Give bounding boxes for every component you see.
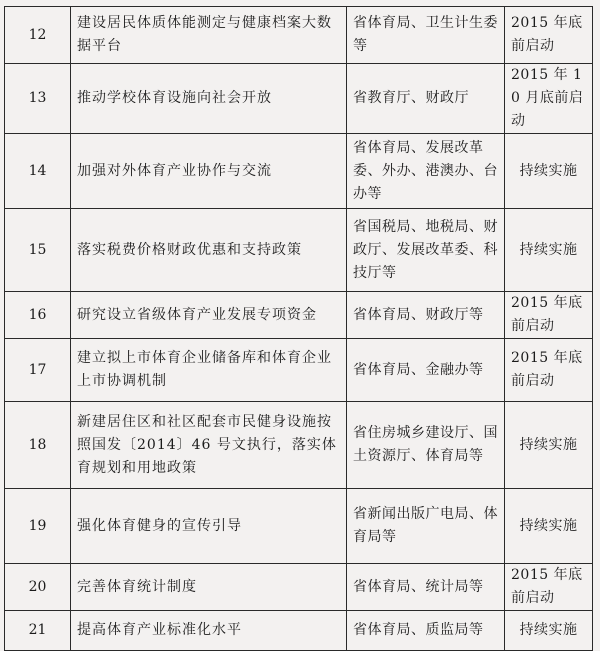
timeline-cell: 持续实施 [505, 611, 593, 651]
timeline-cell: 持续实施 [505, 209, 593, 292]
task-cell: 加强对外体育产业协作与交流 [71, 134, 347, 209]
department-cell: 省体育局、财政厅等 [347, 292, 505, 339]
department-cell: 省教育厅、财政厅 [347, 64, 505, 134]
department-cell: 省国税局、地税局、财政厅、发展改革委、科技厅等 [347, 209, 505, 292]
task-table [4, 6, 593, 651]
row-number: 13 [5, 64, 71, 134]
department-cell: 省体育局、卫生计生委等 [347, 7, 505, 64]
table-row [5, 339, 593, 402]
department-cell: 省体育局、发展改革委、外办、港澳办、台办等 [347, 134, 505, 209]
table-row [5, 402, 593, 489]
table-row [5, 489, 593, 564]
department-cell: 省住房城乡建设厅、国土资源厅、体育局等 [347, 402, 505, 489]
timeline-cell: 2015 年 10 月底前启动 [505, 64, 593, 134]
department-cell: 省体育局、金融办等 [347, 339, 505, 402]
row-number: 20 [5, 564, 71, 611]
table-row [5, 134, 593, 209]
row-number: 16 [5, 292, 71, 339]
table-row [5, 292, 593, 339]
department-cell: 省新闻出版广电局、体育局等 [347, 489, 505, 564]
timeline-cell: 2015 年底前启动 [505, 7, 593, 64]
task-cell: 落实税费价格财政优惠和支持政策 [71, 209, 347, 292]
table-row [5, 564, 593, 611]
timeline-cell: 持续实施 [505, 489, 593, 564]
task-cell: 新建居住区和社区配套市民健身设施按照国发〔2014〕46 号文执行，落实体育规划和用地政策 [71, 402, 347, 489]
task-cell: 建设居民体质体能测定与健康档案大数据平台 [71, 7, 347, 64]
table-row [5, 611, 593, 651]
department-cell: 省体育局、质监局等 [347, 611, 505, 651]
table-row [5, 7, 593, 64]
timeline-cell: 持续实施 [505, 134, 593, 209]
timeline-cell: 2015 年底前启动 [505, 564, 593, 611]
row-number: 19 [5, 489, 71, 564]
table-row [5, 64, 593, 134]
timeline-cell: 2015 年底前启动 [505, 292, 593, 339]
task-cell: 完善体育统计制度 [71, 564, 347, 611]
task-cell: 研究设立省级体育产业发展专项资金 [71, 292, 347, 339]
row-number: 15 [5, 209, 71, 292]
row-number: 12 [5, 7, 71, 64]
task-cell: 建立拟上市体育企业储备库和体育企业上市协调机制 [71, 339, 347, 402]
row-number: 14 [5, 134, 71, 209]
timeline-cell: 2015 年底前启动 [505, 339, 593, 402]
task-cell: 提高体育产业标准化水平 [71, 611, 347, 651]
row-number: 18 [5, 402, 71, 489]
row-number: 21 [5, 611, 71, 651]
row-number: 17 [5, 339, 71, 402]
timeline-cell: 持续实施 [505, 402, 593, 489]
task-cell: 推动学校体育设施向社会开放 [71, 64, 347, 134]
table-row [5, 209, 593, 292]
task-cell: 强化体育健身的宣传引导 [71, 489, 347, 564]
department-cell: 省体育局、统计局等 [347, 564, 505, 611]
